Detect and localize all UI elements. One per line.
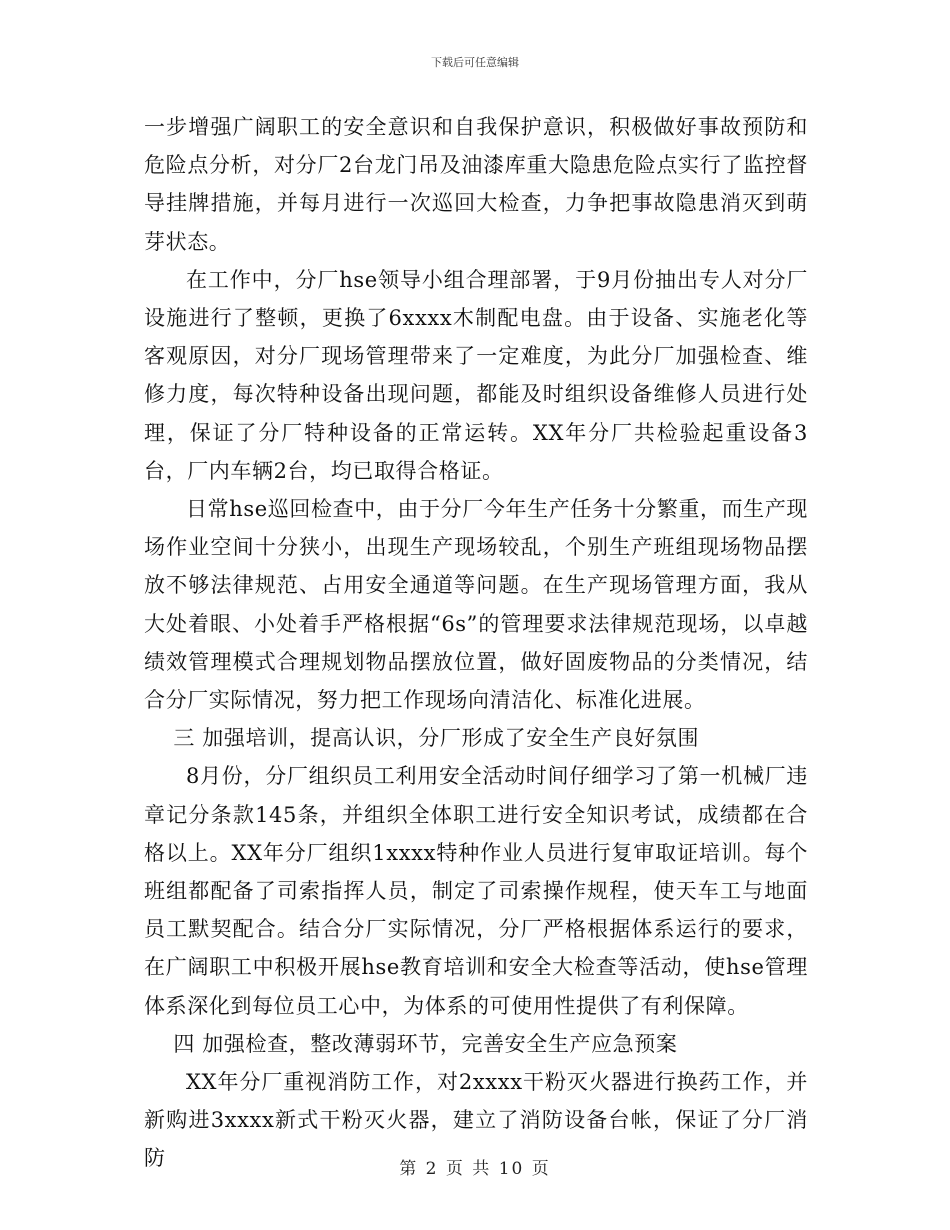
paragraph: 在工作中，分厂hse领导小组合理部署，于9月份抽出专人对分厂设施进行了整顿，更换了6xxxx木制配电盘。由于设备、实施老化等客观原因，对分厂现场管理带来了一定难度，为此分厂加强检查、维修力度，每次特种设备出现问题，都能及时组织设备维修人员进行处理，保证了分厂特种设备的正常运转。XX年分厂共检验起重设备3台，厂内车辆2台，均已取得合格证。	[144, 267, 808, 483]
paragraph-continuation: 一步增强广阔职工的安全意识和自我保护意识，积极做好事故预防和危险点分析，对分厂2台龙门吊及油漆库重大隐患危险点实行了监控督导挂牌措施，并每月进行一次巡回大检查，力争把事故隐患消灭到萌芽状态。	[144, 115, 808, 254]
header-note: 下载后可任意编辑	[431, 56, 519, 69]
document-body	[144, 108, 808, 1178]
paragraph: XX年分厂重视消防工作，对2xxxx干粉灭火器进行换药工作，并新购进3xxxx新式干粉灭火器，建立了消防设备台帐，保证了分厂消防	[144, 1070, 808, 1171]
paragraph: 日常hse巡回检查中，由于分厂今年生产任务十分繁重，而生产现场作业空间十分狭小，出现生产现场较乱，个别生产班组现场物品摆放不够法律规范、占用安全通道等问题。在生产现场管理方面，我从大处着眼、小处着手严格根据“6s”的管理要求法律规范现场，以卓越绩效管理模式合理规划物品摆放位置，做好固废物品的分类情况，结合分厂实际情况，努力把工作现场向清洁化、标准化进展。	[144, 497, 808, 713]
page-number: 第 2 页 共 10 页	[399, 1159, 551, 1179]
section-heading: 四 加强检查，整改薄弱环节，完善安全生产应急预案	[173, 1031, 678, 1056]
section-heading: 三 加强培训，提高认识，分厂形成了安全生产良好氛围	[173, 726, 700, 751]
paragraph: 8月份，分厂组织员工利用安全活动时间仔细学习了第一机械厂违章记分条款145条，并组织全体职工进行安全知识考试，成绩都在合格以上。XX年分厂组织1xxxx特种作业人员进行复审取证培训。每个班组都配备了司索指挥人员，制定了司索操作规程，使天车工与地面员工默契配合。结合分厂实际情况，分厂严格根据体系运行的要求，在广阔职工中积极开展hse教育培训和安全大检查等活动，使hse管理体系深化到每位员工心中，为体系的可使用性提供了有利保障。	[144, 764, 808, 1018]
